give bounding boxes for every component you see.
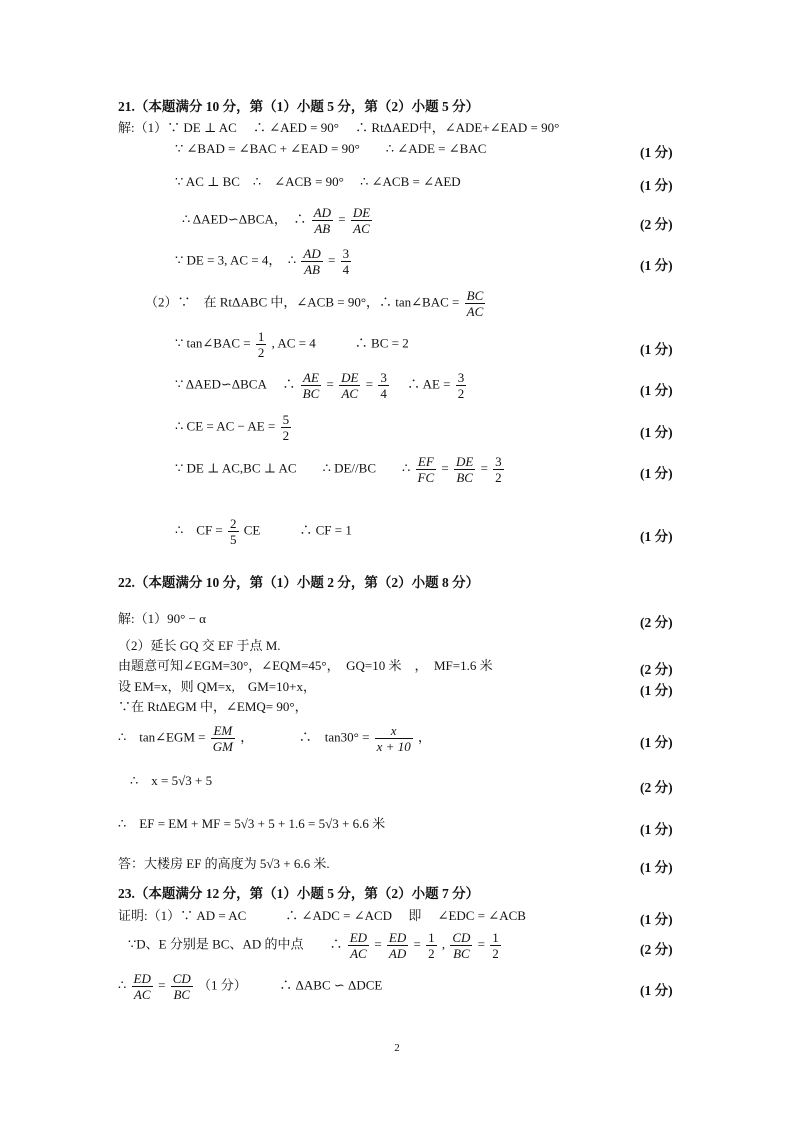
q21-part1-line1: 解:（1）∵ DE ⊥ AC ∴ ∠AED = 90° ∴ RtΔAED中，∠ADE+∠EAD = 90° — [118, 120, 560, 135]
q23-heading: 23.（本题满分 12 分，第（1）小题 5 分，第（2）小题 7 分） — [118, 886, 480, 901]
fraction-ef-fc: $\frac{EF}{FC}$ — [417, 454, 435, 485]
q22-score-2: (2 分) — [640, 662, 673, 677]
fraction-de-bc: $\frac{DE}{BC}$ — [455, 454, 474, 485]
q23-score-3: (1 分) — [640, 983, 673, 998]
q22-score-6: (1 分) — [640, 822, 673, 837]
fraction-ed-ac: $\frac{ED}{AC}$ — [349, 930, 368, 961]
q22-score-7: (1 分) — [640, 860, 673, 875]
q21-part1-line5: ∵ DE = 3, AC = 4， ∴ $\frac{AD}{AB}$ = $\frac{3}{4}$ — [175, 246, 350, 277]
fraction-3-4: $\frac{3}{4}$ — [342, 246, 350, 277]
fraction-5-2: $\frac{5}{2}$ — [282, 412, 290, 443]
q22-score-1: (2 分) — [640, 615, 673, 630]
q22-line4: 设 EM=x，则 QM=x, GM=10+x， — [118, 679, 316, 694]
page-number: 2 — [394, 1042, 400, 1054]
fraction-cd-bc: $\frac{CD}{BC}$ — [452, 930, 471, 961]
q23-line2: ∵D、E 分别是 BC、AD 的中点 ∴ $\frac{ED}{AC}$ = $\frac{ED}{AD}$ = $\frac{1}{2}$ , $\frac{CD}{BC}$ = $\frac{1}{2}$ — [128, 930, 499, 961]
q21-part2-line6 — [175, 516, 352, 547]
q21-p1l4-text: ∴ ΔAED∽ΔBCA， ∴ — [182, 211, 307, 227]
q21-p2l6-post: CE ∴ CF = 1 — [243, 522, 352, 538]
q21-score-4: (1 分) — [640, 258, 673, 273]
q22-line2: （2）延长 GQ 交 EF 于点 M. — [118, 638, 281, 653]
fraction-ad-ab: $\frac{AD}{AB}$ — [313, 205, 331, 236]
q22-score-4: (1 分) — [640, 735, 673, 750]
q21-p2l2-text: ∵ tan∠BAC = — [175, 335, 251, 351]
q22-line5: ∵在 RtΔEGM 中，∠EMQ= 90°， — [118, 699, 308, 714]
q22-answer: 答：大楼房 EF 的高度为 5√3 + 6.6 米. — [118, 856, 330, 871]
fraction-1-2: $\frac{1}{2}$ — [257, 329, 265, 360]
q21-p2l2-post: , AC = 4 ∴ BC = 2 — [271, 335, 409, 351]
q23-score-2: (2 分) — [640, 942, 673, 957]
fraction-x-x10: $\frac{x}{x + 10}$ — [376, 723, 411, 754]
q22-line1: 解:（1）90° − α — [118, 611, 206, 626]
q21-score-2: (1 分) — [640, 178, 673, 193]
fraction-ad-ab-2: $\frac{AD}{AB}$ — [303, 246, 321, 277]
q21-p2l1-text: （2）∵ 在 RtΔABC 中，∠ACB = 90°，∴ tan∠BAC = — [145, 294, 460, 310]
q21-p1l5-text: ∵ DE = 3, AC = 4， ∴ — [175, 252, 297, 268]
fraction-2-5: $\frac{2}{5}$ — [230, 516, 237, 547]
q22-score-3: (1 分) — [640, 683, 673, 698]
q21-score-8: (1 分) — [640, 466, 673, 481]
q23-line3: ∴ $\frac{ED}{AC}$ = $\frac{CD}{BC}$ （1 分） ∴ ΔABC ∽ ΔDCE — [118, 971, 383, 1002]
q22-l6-post: ， — [417, 729, 431, 745]
q21-part2-line5: ∵ DE ⊥ AC,BC ⊥ AC ∴ DE//BC ∴ $\frac{EF}{FC}$ = $\frac{DE}{BC}$ = $\frac{3}{2}$ — [175, 454, 502, 485]
fraction-bc-ac: $\frac{BC}{AC}$ — [466, 288, 484, 319]
q21-heading: 21.（本题满分 10 分，第（1）小题 5 分，第（2）小题 5 分） — [118, 99, 480, 114]
q22-line8: ∴ EF = EM + MF = 5√3 + 5 + 1.6 = 5√3 + 6.6 米 — [118, 816, 386, 831]
fraction-em-gm: $\frac{EM}{GM}$ — [212, 723, 233, 754]
q21-score-9: (1 分) — [640, 529, 673, 544]
q21-score-5: (1 分) — [640, 342, 673, 357]
q22-score-5: (2 分) — [640, 780, 673, 795]
q21-score-3: (2 分) — [640, 217, 673, 232]
fraction-ed-ad: $\frac{ED}{AD}$ — [388, 930, 407, 961]
q22-l6-text: ∴ tan∠EGM = — [118, 729, 206, 745]
q21-p2l3-text: ∵ ΔAED∽ΔBCA ∴ — [175, 376, 296, 392]
fraction-de-ac: $\frac{DE}{AC}$ — [352, 205, 371, 236]
fraction-3-2-2: $\frac{3}{2}$ — [495, 454, 502, 485]
q21-part2-line2 — [175, 329, 409, 360]
fraction-1-2-b: $\frac{1}{2}$ — [492, 930, 499, 961]
q21-part1-line4: ∴ ΔAED∽ΔBCA， ∴ $\frac{AD}{AB}$ = $\frac{DE}{AC}$ — [182, 205, 371, 236]
q22-line7: ∴ x = 5√3 + 5 — [130, 773, 213, 788]
q22-line3: 由题意可知∠EGM=30°，∠EQM=45°， GQ=10 米 ， MF=1.6 米 — [118, 658, 493, 673]
q21-part1-line3: ∵ AC ⊥ BC ∴ ∠ACB = 90° ∴ ∠ACB = ∠AED — [175, 174, 461, 189]
fraction-de-ac-2: $\frac{DE}{AC}$ — [341, 370, 359, 401]
fraction-3-2: $\frac{3}{2}$ — [457, 370, 465, 401]
fraction-3-4-2: $\frac{3}{4}$ — [380, 370, 387, 401]
fraction-ae-bc: $\frac{AE}{BC}$ — [302, 370, 320, 401]
fraction-ed-ac-2: $\frac{ED}{AC}$ — [133, 971, 151, 1002]
q23-l3-text: ∴ — [118, 977, 127, 993]
q21-score-6: (1 分) — [640, 383, 673, 398]
q21-p2l4-text: ∴ CE = AC − AE = — [175, 418, 276, 434]
q21-p2l3-post: ∴ AE = — [394, 376, 451, 392]
q21-part2-line4 — [175, 412, 293, 443]
q22-l6-mid: ， ∴ tan30° = — [240, 729, 370, 745]
q21-p2l5-text: ∵ DE ⊥ AC,BC ⊥ AC ∴ DE//BC ∴ — [175, 460, 411, 476]
q23-l2-text: ∵D、E 分别是 BC、AD 的中点 ∴ — [128, 936, 343, 952]
q21-part2-line1 — [145, 288, 487, 319]
q23-l3-mid: （1 分） ∴ ΔABC ∽ ΔDCE — [198, 977, 383, 993]
fraction-cd-bc-2: $\frac{CD}{BC}$ — [172, 971, 191, 1002]
q21-p2l6-text: ∴ CF = — [175, 522, 223, 538]
q22-line6 — [118, 723, 431, 754]
q21-score-7: (1 分) — [640, 425, 673, 440]
q21-part1-line2: ∵ ∠BAD = ∠BAC + ∠EAD = 90° ∴ ∠ADE = ∠BAC — [175, 141, 487, 156]
q22-heading: 22.（本题满分 10 分，第（1）小题 2 分，第（2）小题 8 分） — [118, 575, 480, 590]
q21-part2-line3: ∵ ΔAED∽ΔBCA ∴ $\frac{AE}{BC}$ = $\frac{DE}{AC}$ = $\frac{3}{4}$ ∴ AE = $\frac{3}{2}$ — [175, 370, 465, 401]
q23-score-1: (1 分) — [640, 912, 673, 927]
q21-score-1: (1 分) — [640, 145, 673, 160]
fraction-1-2-a: $\frac{1}{2}$ — [428, 930, 435, 961]
q23-line1: 证明:（1）∵ AD = AC ∴ ∠ADC = ∠ACD 即 ∠EDC = ∠ACB — [118, 908, 526, 923]
